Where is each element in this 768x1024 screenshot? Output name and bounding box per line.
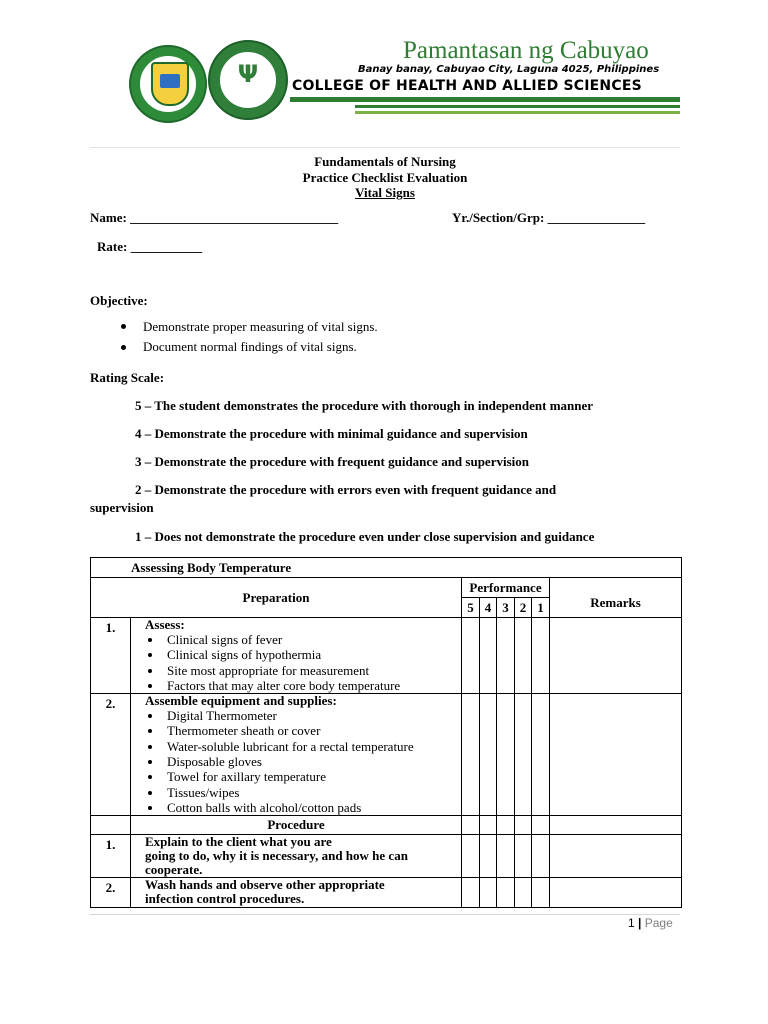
- item-text-line: cooperate.: [145, 862, 203, 878]
- remarks-header: Remarks: [550, 578, 682, 618]
- university-name: Pamantasan ng Cabuyao: [403, 37, 649, 64]
- objective-item: Demonstrate proper measuring of vital signs.: [143, 319, 378, 334]
- list-item: Site most appropriate for measurement: [167, 663, 461, 678]
- list-item: Clinical signs of hypothermia: [167, 647, 461, 662]
- item-text-line: Wash hands and observe other appropriate: [145, 877, 385, 893]
- list-item: Towel for axillary temperature: [167, 769, 461, 784]
- item-content: [131, 618, 462, 694]
- item-title: Assemble equipment and supplies:: [145, 693, 337, 709]
- score-cell[interactable]: [497, 694, 515, 816]
- bullet-icon: [121, 324, 126, 329]
- university-seal-logo: [129, 45, 207, 123]
- score-cell[interactable]: [532, 694, 550, 816]
- item-number: 1.: [91, 835, 131, 878]
- score-cell[interactable]: [532, 878, 550, 908]
- college-seal-logo: Ψ: [208, 40, 288, 120]
- preparation-header: Preparation: [91, 578, 462, 618]
- item-title: Assess:: [145, 617, 185, 632]
- college-name: COLLEGE OF HEALTH AND ALLIED SCIENCES: [292, 78, 642, 94]
- item-content: [131, 878, 462, 908]
- score-cell[interactable]: [515, 878, 532, 908]
- objective-item: Document normal findings of vital signs.: [143, 339, 357, 354]
- header-divider: [90, 147, 680, 148]
- item-bullets: [145, 708, 461, 815]
- table-row: [91, 878, 682, 908]
- table-section-title: Assessing Body Temperature: [91, 558, 682, 578]
- bullet-icon: [121, 345, 126, 350]
- item-number: 2.: [91, 694, 131, 816]
- score-header: 5: [462, 598, 480, 618]
- score-cell[interactable]: [480, 694, 497, 816]
- score-header: 3: [497, 598, 515, 618]
- name-field: Name: ________________________________: [90, 210, 339, 225]
- item-content: [131, 835, 462, 878]
- score-cell[interactable]: [462, 694, 480, 816]
- score-cell[interactable]: [515, 618, 532, 694]
- list-item: Tissues/wipes: [167, 785, 461, 800]
- score-header: 2: [515, 598, 532, 618]
- item-text-line: going to do, why it is necessary, and how he can: [145, 848, 408, 864]
- header-bar: [290, 97, 680, 102]
- score-cell[interactable]: [532, 618, 550, 694]
- objective-heading: Objective:: [90, 293, 148, 308]
- item-number: 2.: [91, 878, 131, 908]
- score-cell[interactable]: [462, 878, 480, 908]
- procedure-header: Procedure: [131, 816, 462, 835]
- table-row: [91, 835, 682, 878]
- list-item: Water-soluble lubricant for a rectal temperature: [167, 739, 461, 754]
- score-cell[interactable]: [462, 835, 480, 878]
- header-bar: [355, 105, 680, 108]
- score-cell[interactable]: [480, 878, 497, 908]
- list-item: Thermometer sheath or cover: [167, 723, 461, 738]
- list-item: Cotton balls with alcohol/cotton pads: [167, 800, 461, 815]
- item-number: 1.: [91, 618, 131, 694]
- header-bar: [355, 111, 680, 114]
- score-header: 4: [480, 598, 497, 618]
- year-section-field: Yr./Section/Grp: _______________: [452, 210, 646, 225]
- item-text-line: infection control procedures.: [145, 891, 305, 907]
- page-word: Page: [644, 916, 673, 930]
- list-item: Digital Thermometer: [167, 708, 461, 723]
- checklist-table: [90, 557, 682, 908]
- rating-item: 4 – Demonstrate the procedure with minimal guidance and supervision: [135, 426, 528, 441]
- doc-title-line2: Practice Checklist Evaluation: [302, 170, 468, 185]
- list-item: Disposable gloves: [167, 754, 461, 769]
- score-cell[interactable]: [480, 835, 497, 878]
- rating-scale-heading: Rating Scale:: [90, 370, 165, 385]
- score-cell[interactable]: [480, 618, 497, 694]
- score-cell[interactable]: [462, 618, 480, 694]
- doc-title-line3: Vital Signs: [355, 185, 415, 200]
- item-content: [131, 694, 462, 816]
- footer-divider: [90, 914, 680, 915]
- page-number: [628, 916, 673, 930]
- remarks-cell[interactable]: [550, 878, 682, 908]
- remarks-cell[interactable]: [550, 694, 682, 816]
- score-cell[interactable]: [497, 618, 515, 694]
- score-cell[interactable]: [515, 835, 532, 878]
- score-header: 1: [532, 598, 550, 618]
- page-number-value: 1: [628, 916, 635, 930]
- score-cell[interactable]: [497, 878, 515, 908]
- page-number-separator: |: [638, 916, 642, 930]
- score-cell[interactable]: [515, 694, 532, 816]
- university-address: Banay banay, Cabuyao City, Laguna 4025, Philippines: [358, 64, 660, 75]
- rating-item: 5 – The student demonstrates the procedure with thorough in independent manner: [135, 398, 594, 413]
- item-bullets: [145, 632, 461, 693]
- score-cell[interactable]: [497, 835, 515, 878]
- remarks-cell[interactable]: [550, 835, 682, 878]
- rate-field: Rate: ___________: [97, 239, 203, 254]
- item-text-line: Explain to the client what you are: [145, 834, 332, 850]
- performance-header: Performance: [462, 578, 550, 598]
- rating-item: 3 – Demonstrate the procedure with frequent guidance and supervision: [135, 454, 529, 469]
- list-item: Clinical signs of fever: [167, 632, 461, 647]
- doc-title-line1: Fundamentals of Nursing: [314, 154, 456, 169]
- score-cell[interactable]: [532, 835, 550, 878]
- rating-item: 1 – Does not demonstrate the procedure even under close supervision and guidance: [135, 529, 595, 544]
- rating-item: 2 – Demonstrate the procedure with errors even with frequent guidance and: [135, 482, 557, 497]
- list-item: Factors that may alter core body temperature: [167, 678, 461, 693]
- remarks-cell[interactable]: [550, 618, 682, 694]
- doc-title-line3-wrap: [90, 185, 680, 201]
- table-row: [91, 618, 682, 694]
- table-row: [91, 694, 682, 816]
- rating-item-continued: supervision: [90, 500, 154, 515]
